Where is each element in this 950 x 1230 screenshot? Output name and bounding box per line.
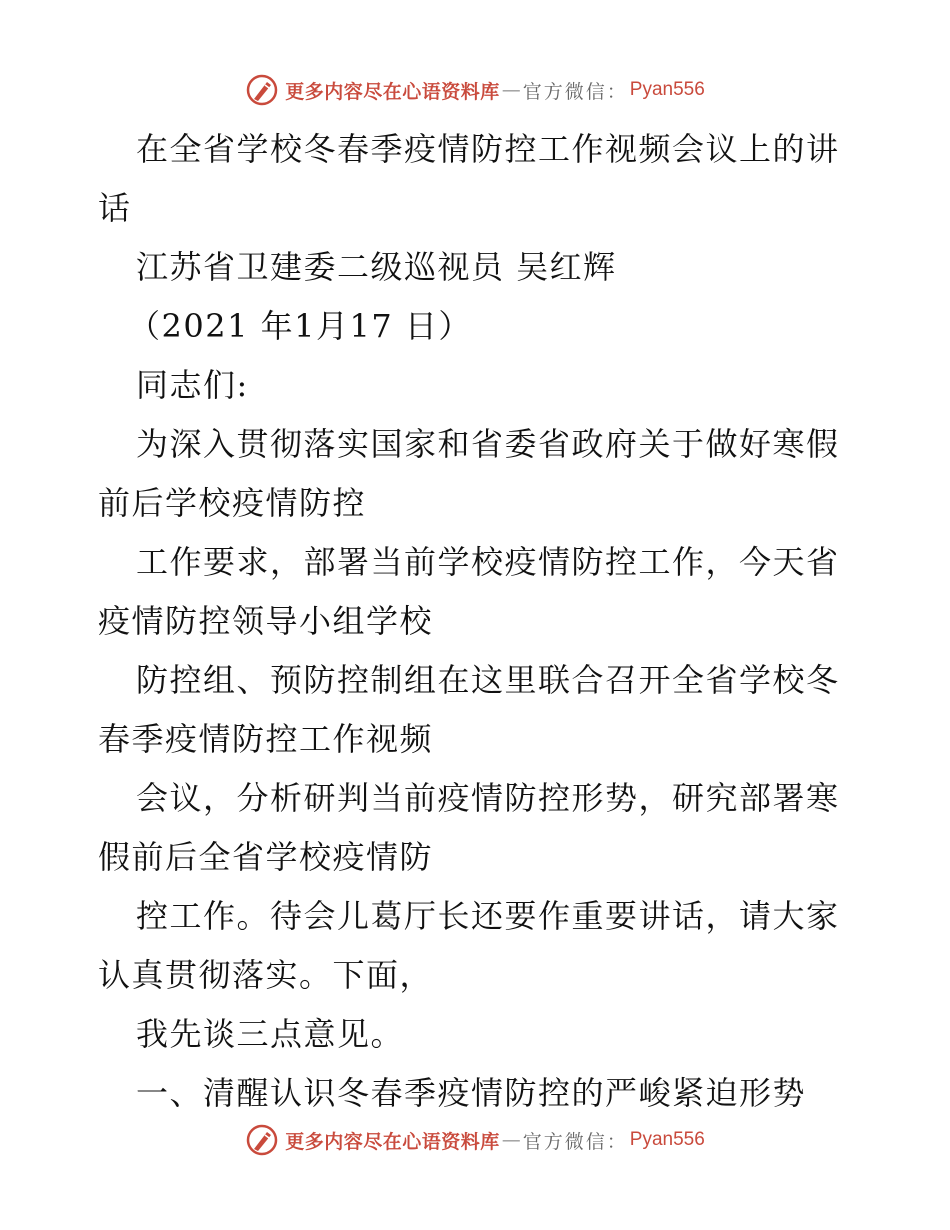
watermark-official-label: 官方微信 <box>522 1130 607 1153</box>
document-body <box>98 120 858 1123</box>
speech-title-line-1: 在全省学校冬春季疫情防控工作视频会议上的讲 <box>136 130 840 168</box>
paragraph-line: 会议，分析研判当前疫情防控形势，研究部署寒 <box>136 779 840 817</box>
watermark-colon: ： <box>606 1130 626 1153</box>
paragraph-line: 防控组、预防控制组在这里联合召开全省学校冬 <box>136 661 840 699</box>
section-heading-line: 一、清醒认识冬春季疫情防控的严峻紧迫形势 <box>136 1074 807 1112</box>
watermark-official-label: 官方微信 <box>522 80 607 103</box>
quill-pen-circle-icon <box>245 1123 279 1157</box>
paragraph-line: 春季疫情防控工作视频 <box>98 720 434 758</box>
paragraph-line: 前后学校疫情防控 <box>98 484 367 522</box>
speaker-line: 江苏省卫建委二级巡视员 吴红辉 <box>136 248 617 286</box>
watermark-header <box>0 68 950 112</box>
quill-pen-circle-icon <box>245 73 279 107</box>
salutation-line: 同志们: <box>136 366 249 404</box>
watermark-footer <box>0 1118 950 1162</box>
watermark-wechat-id: Pyan556 <box>629 1129 705 1150</box>
paragraph-line: 假前后全省学校疫情防 <box>98 838 434 876</box>
paragraph-line: 认真贯彻落实。下面， <box>98 956 434 994</box>
watermark-separator: — <box>501 1129 521 1151</box>
paragraph-line: 疫情防控领导小组学校 <box>98 602 434 640</box>
watermark-brand: 更多内容尽在心语资料库 <box>285 80 500 103</box>
speech-title-line-2: 话 <box>98 189 132 227</box>
date-line: （2021 年1月17 日） <box>128 307 472 345</box>
watermark-wechat-id: Pyan556 <box>629 79 705 100</box>
watermark-brand: 更多内容尽在心语资料库 <box>285 1130 500 1153</box>
paragraph-line: 控工作。待会儿葛厅长还要作重要讲话，请大家 <box>136 897 840 935</box>
watermark-separator: — <box>501 79 521 101</box>
paragraph-line: 工作要求，部署当前学校疫情防控工作，今天省 <box>136 543 840 581</box>
paragraph-line: 为深入贯彻落实国家和省委省政府关于做好寒假 <box>136 425 840 463</box>
watermark-colon: ： <box>606 80 626 103</box>
paragraph-line: 我先谈三点意见。 <box>136 1015 405 1053</box>
